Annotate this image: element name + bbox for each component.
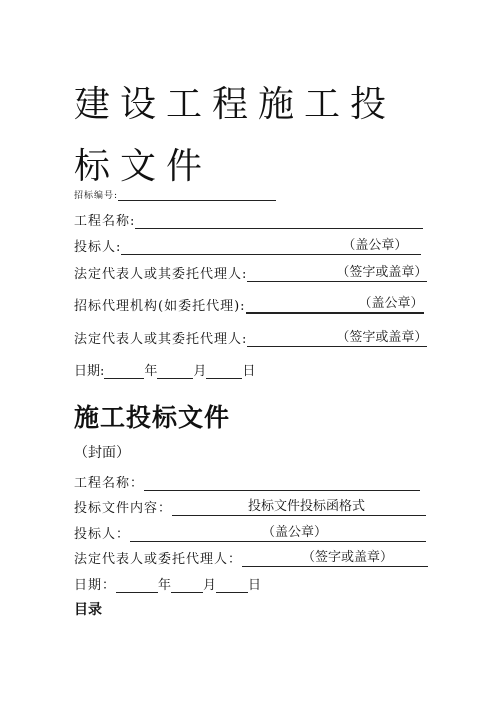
month-label-1: 月 <box>193 364 207 379</box>
legal-rep2-sign-note: （签字或盖章） <box>336 330 428 345</box>
month-label-2: 月 <box>203 578 217 593</box>
project-name-label: 工程名称: <box>74 214 136 229</box>
year-line-2[interactable] <box>116 578 158 593</box>
legal-rep-label-2: 法定代表人或委托代理人： <box>74 552 243 567</box>
agency-row <box>74 295 424 314</box>
toc-heading: 目录 <box>74 602 102 618</box>
legal-rep2-label: 法定代表人或其委托代理人: <box>74 332 248 347</box>
day-label-1: 日 <box>242 364 256 379</box>
legal-rep2-line[interactable] <box>247 332 427 347</box>
date-label-1: 日期: <box>74 364 105 379</box>
cover-note: （封面） <box>74 445 130 461</box>
legal-rep-row-2 <box>74 548 428 567</box>
legal-rep-line-2[interactable] <box>242 552 428 567</box>
agency-stamp-note: （盖公章） <box>358 296 424 311</box>
day-line-2[interactable] <box>216 578 248 593</box>
project-name-row <box>74 210 423 229</box>
project-name-line[interactable] <box>135 214 423 229</box>
bidder-line[interactable] <box>121 240 421 255</box>
year-label-1: 年 <box>144 364 158 379</box>
content-row <box>74 497 426 516</box>
day-line-1[interactable] <box>206 364 242 379</box>
bidder-label-2: 投标人： <box>74 527 131 542</box>
date-row-2 <box>74 574 261 593</box>
bidder-line-2[interactable] <box>130 527 426 542</box>
legal-rep-line[interactable] <box>247 267 427 282</box>
date-row-1 <box>74 360 255 379</box>
bidder-stamp-note-2: （盖公章） <box>262 525 328 540</box>
project-name-row-2 <box>74 472 420 491</box>
bid-number-label: 招标编号: <box>74 191 119 201</box>
month-line-1[interactable] <box>157 364 193 379</box>
year-label-2: 年 <box>158 578 172 593</box>
content-value: 投标文件投标函格式 <box>248 499 366 514</box>
content-line[interactable] <box>172 501 426 516</box>
bidder-row <box>74 236 421 255</box>
day-label-2: 日 <box>248 578 262 593</box>
year-line-1[interactable] <box>104 364 144 379</box>
bid-number-row <box>74 186 276 201</box>
project-name-line-2[interactable] <box>144 476 420 491</box>
legal-rep-row <box>74 263 427 282</box>
project-name-label-2: 工程名称： <box>74 476 145 491</box>
legal-rep-sign-note-2: （签字或盖章） <box>302 550 394 565</box>
document-title: 建设工程施工投标文件 <box>74 84 397 187</box>
month-line-2[interactable] <box>171 578 203 593</box>
bidder-row-2 <box>74 523 426 542</box>
legal-rep-sign-note: （签字或盖章） <box>336 265 428 280</box>
content-label: 投标文件内容： <box>74 501 173 516</box>
bidder-label: 投标人: <box>74 240 122 255</box>
bid-number-line[interactable] <box>118 186 276 201</box>
agency-line[interactable] <box>246 298 424 314</box>
legal-rep-label: 法定代表人或其委托代理人: <box>74 267 248 282</box>
legal-rep2-row <box>74 328 427 347</box>
agency-label: 招标代理机构(如委托代理): <box>74 299 246 314</box>
bidder-stamp-note: （盖公章） <box>342 238 408 253</box>
date-label-2: 日期： <box>74 578 117 593</box>
section-title: 施工投标文件 <box>74 403 231 432</box>
